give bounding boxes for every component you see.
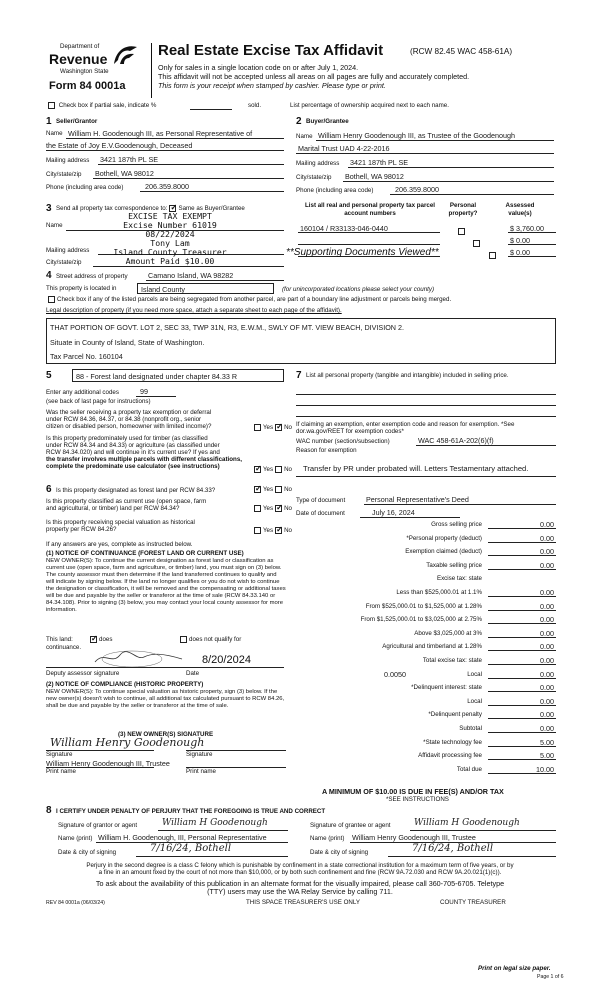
segregated-checkbox[interactable] [48,296,55,303]
buyer-mailing-label: Mailing address [296,160,340,167]
intro-line2: This affidavit will not be accepted unless all areas on all pages are fully and accurately completed. [158,72,470,81]
wac-label: WAC number (section/subsection) [296,438,390,445]
print-name-label-2: Print name [186,768,216,775]
section3-label-row: Send all property tax correspondence to:✓ Same as Buyer/Grantee [56,205,245,212]
legal-label: Legal description of property (if you need more space, attach a separate sheet to each page of the affidavit). [46,307,342,314]
tax-row-label: From $1,525,000.01 to $3,025,000 at 2.75% [360,616,482,624]
segregated-row: Check box if any of the listed parcels are being segregated from another parcel, are part of a boundary line adjustment or parcels being merged. [46,296,451,303]
grantee-sig-label: Signature of grantee or agent [310,822,391,829]
grantor-date-city[interactable]: 7/16/24, Bothell [150,843,232,854]
tax-row-label: Local [467,670,482,678]
street-address[interactable]: Camano Island, WA 98282 [148,271,234,280]
tax-row-label: Gross selling price [431,521,482,528]
deputy-sig-label: Deputy assessor signature [46,670,120,677]
seller-name-line1[interactable]: William H. Goodenough III, as Personal Representative of [68,129,253,138]
wac-number[interactable]: WAC 458-61A-202(6)(f) [418,436,494,445]
section8-number: 8 [46,805,52,816]
tax-row-label: *Delinquent interest: state [411,684,482,692]
tax-row-label: From $525,000.01 to $1,525,000 at 1.28% [365,602,482,610]
tax-row-label: Total excise tax: state [422,657,482,664]
perjury-line1: Perjury in the second degree is a class C felony which is punishable by confinement in a state correctional institution for a maximum term of five years, or by [86,862,514,869]
seller-mailing-label: Mailing address [46,157,90,164]
this-land-label: This land: [46,636,73,643]
signature-label-2: Signature [186,751,213,758]
intro-line3: This form is your receipt when stamped by cashier. Please type or print. [158,81,386,90]
s6-q2-text: Is this property classified as current use (open space, farm and agricultural, or timber) land per RCW 84.34? [46,498,207,512]
does-not-option: does not qualify for [178,636,241,643]
s6-q2-yes-checkbox[interactable] [254,505,261,512]
answer-note: If any answers are yes, complete as instructed below. [46,541,193,548]
alt-format-line1: To ask about the availability of this publication in an alternate format for the visually impaired, please call 360-705-6705. Teletype [95,879,505,888]
tax-row-value[interactable]: 0.00 [540,533,554,543]
buyer-phone-label: Phone (including area code) [296,187,374,194]
legal-paper-note: Print on legal size paper. [478,965,551,972]
assessor-date-label: Date [186,670,200,677]
grantee-signature[interactable]: William H Goodenough [414,818,520,828]
dept-line3: Washington State [60,68,109,75]
section7-number: 7 [296,370,302,381]
minimum-due-note: A MINIMUM OF $10.00 IS DUE IN FEE(S) AND/OR TAX [322,787,504,796]
seller-phone-label: Phone (including area code) [46,184,124,191]
tax-row-label: Subtotal [459,725,482,732]
dept-line1: Department of [60,43,100,50]
s6-q1-text: Is this property designated as forest land per RCW 84.33? [56,487,216,494]
dept-logo-text: Revenue [49,51,108,67]
personal-property-checkbox-3[interactable] [489,252,496,259]
treasurer-use-only: THIS SPACE TREASURER'S USE ONLY [246,899,360,906]
tax-row-value[interactable]: 0.00 [540,601,554,611]
seller-city-label: City/state/zip [46,171,82,178]
grantee-name-label: Name (print) [310,835,345,842]
does-qualify-checkbox[interactable] [90,636,97,643]
grantor-date-label: Date & city of signing [58,849,117,856]
tax-row-value[interactable]: 0.00 [540,520,554,529]
s6-q2-no-checkbox[interactable] [275,505,282,512]
seller-mailing[interactable]: 3421 187th PL SE [100,155,159,164]
tax-row-label: Taxable selling price [426,561,482,569]
tax-row-label: Excise tax: state [436,575,482,583]
new-owner-print-name[interactable]: William Henry Goodenough III, Trustee [46,759,170,768]
section6-number: 6 [46,484,52,495]
partial-sale-row: Check box if partial sale, indicate % [46,102,156,109]
reason-label: Reason for exemption [296,447,357,454]
section1-heading: Seller/Grantor [56,118,98,125]
q2-answers: ✓ Yes No [252,466,292,473]
tax-row-label: Local [467,697,482,705]
assessor-signature-icon [92,647,187,669]
tax-row-value[interactable]: 5.00 [540,751,554,761]
personal-property-checkbox-1[interactable] [458,228,465,235]
legal-description-box[interactable] [46,318,556,364]
grantee-date-label: Date & city of signing [310,849,369,856]
s6-q3-no-checkbox[interactable] [275,527,282,534]
form-number: Form 84 0001a [49,80,126,92]
grantor-sig-label: Signature of grantor or agent [58,822,138,829]
seller-name-line2[interactable]: the Estate of Joy E.V.Goodenough, Deceased [46,141,193,150]
legal-line1: THAT PORTION OF GOVT. LOT 2, SEC 33, TWP 31N, R3, E.W.M., SWLY OF MT. VIEW BEACH, DIVISION 2. [50,323,404,332]
excise-tax-stamp: EXCISE TAX EXEMPT Excise Number 61019 08/22/2024 Tony Lam Island County Treasurer Amount Paid $10.00 [113,211,227,266]
tax-row-value[interactable]: 0.00 [540,710,554,720]
q2-yes-checkbox[interactable] [254,466,261,473]
s3-city-label: City/state/zip [46,259,82,266]
page-number: Page 1 of 6 [537,974,564,980]
tax-row-value[interactable]: 0.00 [540,547,554,557]
s7-label: List all personal property (tangible and intangible) included in selling price. [306,372,509,379]
buyer-mailing[interactable]: 3421 187th PL SE [350,158,409,167]
section5-code-select[interactable]: 88 - Forest land designated under chapter 84.33 R [72,369,284,382]
tax-row-label: Above $3,025,000 at 3% [414,629,482,637]
buyer-name-line2[interactable]: Marital Trust UAD 4-22-2016 [298,144,390,153]
doc-type[interactable]: Personal Representative's Deed [366,495,469,504]
signature-label-1: Signature [46,751,73,758]
doc-type-label: Type of document [296,497,346,504]
assessed-value-2[interactable]: $ 0.00 [510,236,530,245]
tax-row-label: *Delinquent penalty [428,711,482,719]
s6-q1-answers: ✓ Yes No [252,486,292,493]
additional-codes[interactable]: 99 [140,387,148,396]
s3-mailing-label: Mailing address [46,247,90,254]
personal-property-checkbox-2[interactable] [473,240,480,247]
legal-line3: Tax Parcel No. 160104 [50,352,123,361]
s6-q1-yes-checkbox[interactable] [254,486,261,493]
parcel-header: List all real and personal property tax parcel account numbers [305,202,435,217]
tax-row-label: Total due [456,765,482,773]
perjury-line2: a fine in an amount fixed by the court of not more than $10,000, or by both such confinement and fine (RCW 9A.72.030 and RCW 9A.20.021(1)(c)). [98,869,502,876]
section3-number: 3 [46,203,52,214]
buyer-name-line1[interactable]: William Henry Goodenough III, as Trustee of the Goodenough [318,131,515,140]
intro-line1: Only for sales in a single location code on or after July 1, 2024. [158,63,359,72]
exemption-reason[interactable]: Transfer by PR under probated will. Letters Testamentary attached. [303,464,529,473]
section1-number: 1 [46,116,52,127]
seller-city[interactable]: Bothell, WA 98012 [95,169,154,178]
additional-codes-label: Enter any additional codes [46,389,119,396]
section2-heading: Buyer/Grantee [306,118,349,125]
section2-number: 2 [296,116,302,127]
tax-row-value[interactable]: 10.00 [536,764,554,774]
local-rate: 0.0050 [384,669,406,679]
s3-name-label: Name [46,222,63,229]
street-label: Street address of property [56,273,128,280]
doc-date[interactable]: July 16, 2024 [372,508,415,517]
header-divider [151,43,152,98]
list-percentage-note: List percentage of ownership acquired next to each name. [290,102,449,109]
buyer-city-label: City/state/zip [296,174,332,181]
seller-name-label: Name [46,130,63,137]
print-name-label-1: Print name [46,768,76,775]
located-label: This property is located in [46,285,117,292]
notice1-body: NEW OWNER(S): To continue the current designation as forest land or classification as current use (open space, farm and agriculture, or timber) land, you must sign on (3) below. The county assessor must then determine if the land transferred continues to qualify and will indicate by signing below. If the land no longer qualifies or you do not wish to continue the designation or classification, it will be removed and the compensating or additional taxes will be due and payable by the seller or transferor at the time of sale (RCW 84.33.140 or 84.34.108). Prior to signing (3) below, you may contact your local county assessor for more information. [46,558,286,613]
assessor-date[interactable]: 8/20/2024 [202,654,251,666]
q2-text: Is this property predominately used for timber (as classified under RCW 84.34 and 84.33) or agriculture (as classified under RCW 84.34.020) and will continue in it's current use? If yes and the transfer involves multiple parcels with different classifications, complete the predominate use calculator (see instructions) [46,435,242,470]
buyer-phone[interactable]: 206.359.8000 [395,185,439,194]
assessed-value-3[interactable]: $ 0.00 [510,248,530,257]
q2-no-checkbox[interactable] [275,466,282,473]
q1-text: Was the seller receiving a property tax exemption or deferral under RCW 84.36, 84.37, or 84.38 (nonprofit org., senior citizen or disabled person, homeowner with limited income)? [46,409,212,430]
s6-q3-yes-checkbox[interactable] [254,527,261,534]
partial-sold: sold. [248,102,262,109]
supporting-docs-stamp: **Supporting Documents Viewed** [286,247,439,258]
tax-row-label: Exemption claimed (deduct) [405,548,482,556]
s6-q3-answers: Yes✓ No [252,527,292,534]
tax-row-label: Agricultural and timberland at 1.28% [382,643,482,651]
continuance-label: continuance. [46,644,82,651]
buyer-city[interactable]: Bothell, WA 98012 [345,172,404,181]
q1-yes-checkbox[interactable] [254,424,261,431]
tax-row-value[interactable]: 0.00 [540,615,554,625]
certify-text: I CERTIFY UNDER PENALTY OF PERJURY THAT THE FOREGOING IS TRUE AND CORRECT [56,808,326,815]
tax-row-value[interactable]: 0.00 [540,628,554,638]
seller-phone[interactable]: 206.359.8000 [145,182,189,191]
see-back-note: (see back of last page for instructions) [46,398,151,405]
county-select[interactable]: Island County [137,283,274,294]
buyer-name-label: Name [296,133,313,140]
tax-row-value[interactable]: 0.00 [540,560,554,570]
assessed-header: Assessed value(s) [505,202,535,217]
tax-row-label: *Personal property (deduct) [406,534,482,542]
new-owner-signature[interactable]: William Henry Goodenough [50,736,205,749]
grantor-signature[interactable]: William H Goodenough [162,818,268,828]
section5-number: 5 [46,370,52,381]
does-not-qualify-checkbox[interactable] [180,636,187,643]
tax-row-label: *State technology fee [423,738,482,746]
parcel-number-1[interactable]: 160104 / R33133-046-0440 [300,224,388,233]
personal-header: Personal property? [448,202,478,217]
tax-row-value[interactable]: 0.00 [540,588,554,597]
tax-row-value[interactable]: 0.00 [540,724,554,733]
grantee-date-city[interactable]: 7/16/24, Bothell [412,843,494,854]
notice2-title: (2) NOTICE OF COMPLIANCE (HISTORIC PROPERTY) [46,681,204,688]
page-title: Real Estate Excise Tax Affidavit [158,42,384,59]
s6-q2-answers: Yes✓ No [252,505,292,512]
grantor-name[interactable]: William H. Goodenough, III, Personal Representative [98,833,267,842]
s6-q1-no-checkbox[interactable] [275,486,282,493]
rev-number: REV 84 0001a (06/03/24) [46,900,105,906]
s6-q3-text: Is this property receiving special valuation as historical property per RCW 84.26? [46,519,195,533]
tax-row-value[interactable]: 0.00 [540,656,554,665]
doc-date-label: Date of document [296,510,345,517]
tax-row-value[interactable]: 5.00 [540,737,554,747]
tax-row-label: Affidavit processing fee [418,752,482,760]
legal-line2: Situate in County of Island, State of Washington. [50,338,205,347]
grantee-name[interactable]: William Henry Goodenough III, Trustee [352,833,476,842]
q1-no-checkbox[interactable] [275,424,282,431]
exemption-label: If claiming an exemption, enter exemption code and reason for exemption. *See dor.wa.gov/REET for exemption codes* [296,421,515,435]
see-instructions: *SEE INSTRUCTIONS [386,796,449,803]
county-treasurer: COUNTY TREASURER [440,899,506,906]
tax-row-label: Less than $525,000.01 at 1.1% [396,589,482,596]
unincorp-note: (for unincorporated locations please select your county) [282,286,435,293]
does-option: ✓does [88,636,112,643]
section4-number: 4 [46,270,52,281]
title-ref: (RCW 82.45 WAC 458-61A) [410,47,513,56]
new-owner-sig-label: (3) NEW OWNER(S) SIGNATURE [118,731,214,738]
revenue-logo-icon [110,42,140,68]
assessed-value-1[interactable]: $ 3,760.00 [510,224,544,233]
q1-answers: Yes✓ No [252,424,292,431]
notice2-body: NEW OWNER(S): To continue special valuation as historic property, sign (3) below. If the new owner(s) doesn't wish to continue, all additional tax calculated pursuant to RCW 84.26, shall be due and payable by the seller or transferor at the time of sale. [46,689,285,709]
tax-row-value[interactable]: 0.00 [540,642,554,652]
grantor-name-label: Name (print) [58,835,93,842]
tax-row-value[interactable]: 0.00 [540,696,554,706]
notice1-title: (1) NOTICE OF CONTINUANCE (FOREST LAND OR CURRENT USE) [46,550,244,557]
tax-row-value[interactable]: 0.00 [540,683,554,693]
alt-format-line2: (TTY) users may use the WA Relay Service by calling 711. [207,887,393,896]
tax-row-value[interactable]: 0.00 [540,669,554,679]
partial-sale-checkbox[interactable] [48,102,55,109]
